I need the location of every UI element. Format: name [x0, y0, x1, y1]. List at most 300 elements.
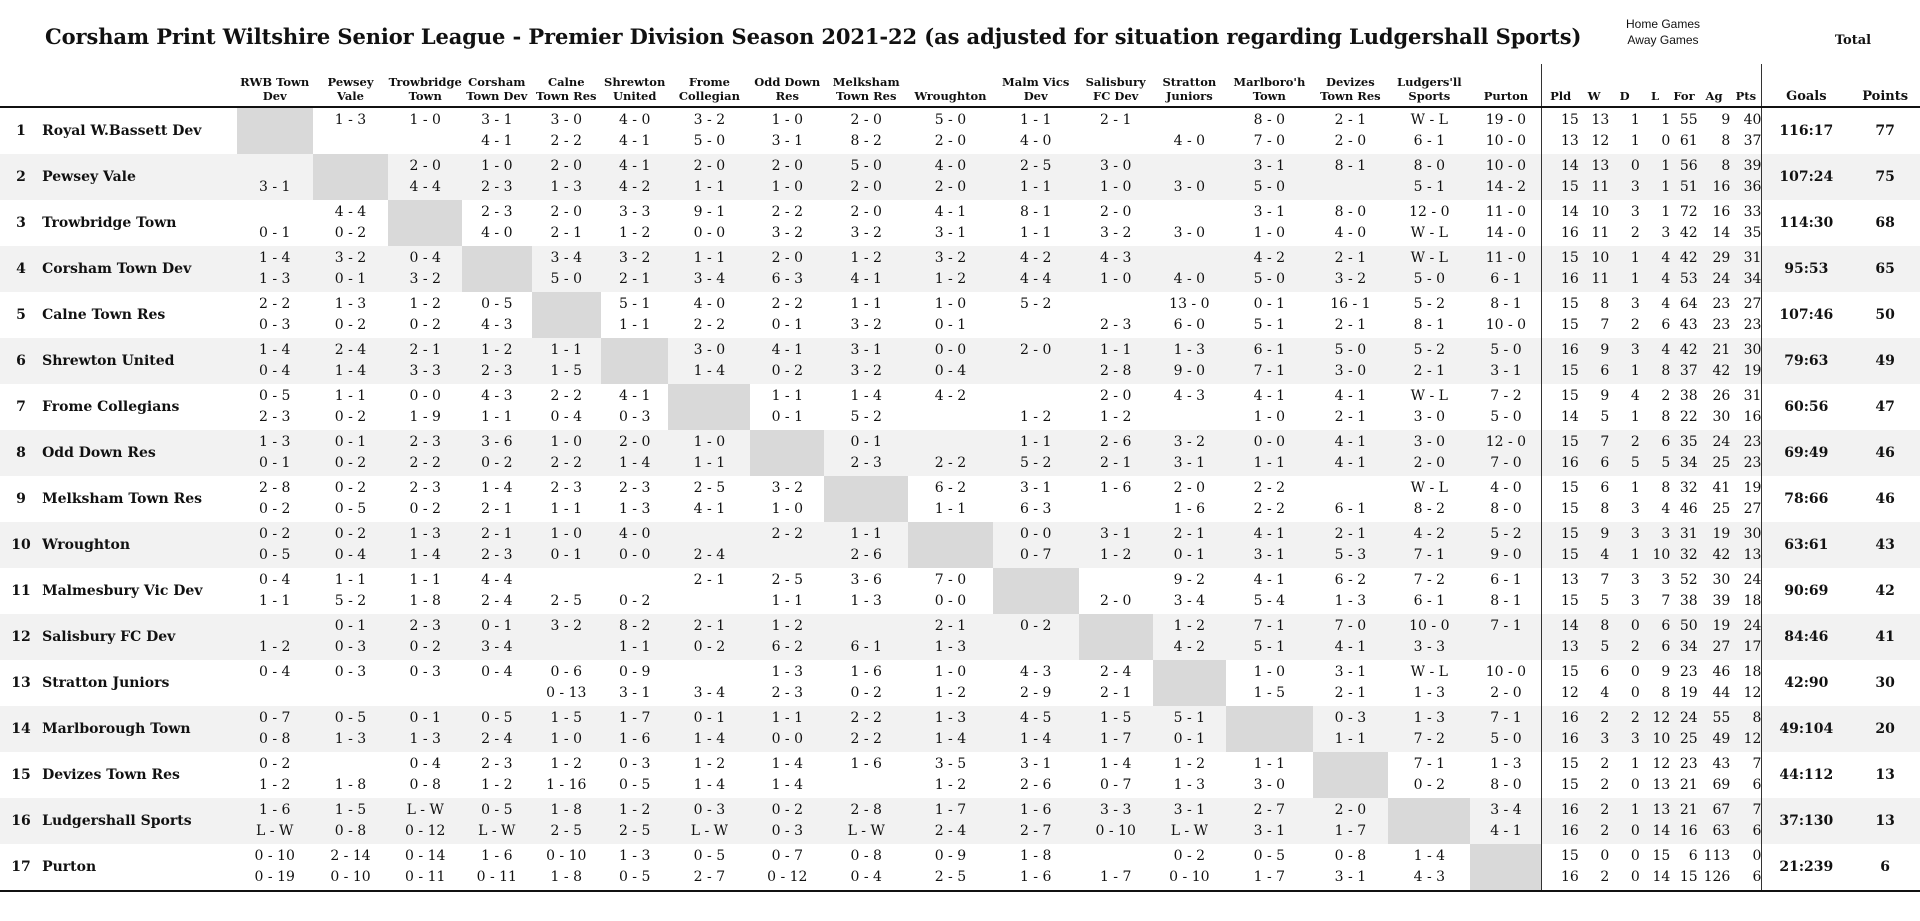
result-cell [1388, 568, 1470, 614]
result-cell [1079, 752, 1153, 798]
away-result: 1 - 1 [550, 501, 582, 517]
column-header-line: Ludgers'll [1397, 75, 1462, 89]
away-result: 2 - 5 [618, 823, 651, 839]
stat-cell [1579, 200, 1610, 246]
stat-header: For [1670, 64, 1697, 107]
away-stat: 12 [1743, 685, 1762, 701]
result-cell [1388, 706, 1470, 752]
result-cell [993, 706, 1079, 752]
result-cell [1153, 568, 1227, 614]
result-cell [1153, 200, 1227, 246]
away-result: 0 - 1 [258, 225, 291, 241]
home-stat: 9 [1661, 664, 1671, 680]
result-cell [532, 568, 601, 614]
home-result: 1 - 7 [934, 802, 967, 818]
away-result: 2 - 1 [1413, 363, 1446, 379]
home-result: 4 - 1 [1334, 388, 1367, 404]
result-cell [993, 752, 1079, 798]
home-stat: 38 [1679, 388, 1698, 404]
away-stat: 37 [1679, 363, 1698, 379]
home-result: 2 - 0 [550, 158, 582, 174]
away-result: 3 - 1 [1253, 547, 1286, 563]
result-cell [237, 154, 313, 200]
away-result: 1 - 8 [334, 777, 367, 793]
home-result: 2 - 3 [481, 756, 513, 772]
home-result: 7 - 1 [1413, 756, 1446, 772]
stat-cell [1609, 522, 1640, 568]
away-result: 1 - 1 [771, 593, 804, 609]
away-result: 3 - 4 [1173, 593, 1206, 609]
home-result: 0 - 2 [771, 802, 804, 818]
result-cell [1226, 107, 1312, 154]
result-cell [313, 338, 389, 384]
away-stat: 126 [1703, 869, 1731, 885]
result-cell [313, 292, 389, 338]
stat-cell [1698, 384, 1731, 430]
home-result [824, 616, 908, 637]
team-name: Malmesbury Vic Dev [42, 568, 237, 614]
result-cell [824, 706, 908, 752]
home-stat: 113 [1703, 848, 1731, 864]
result-cell [668, 338, 750, 384]
result-cell [462, 292, 531, 338]
home-result: 0 - 3 [618, 756, 651, 772]
result-cell [750, 752, 824, 798]
total-points: 13 [1850, 752, 1920, 798]
away-result: 8 - 1 [1490, 593, 1522, 609]
home-result: 1 - 1 [550, 342, 582, 358]
table-row [0, 246, 1920, 292]
away-result: 2 - 3 [481, 547, 513, 563]
column-header [237, 64, 313, 107]
total-points: 20 [1850, 706, 1920, 752]
total-points: 75 [1850, 154, 1920, 200]
result-cell [824, 384, 908, 430]
away-result [532, 637, 601, 658]
away-stat: 8 [1661, 685, 1671, 701]
away-stat: 6 [1752, 823, 1762, 839]
away-stat: 24 [1712, 271, 1731, 287]
self-match-cell [908, 522, 992, 568]
home-result: 0 - 5 [334, 710, 367, 726]
away-result: 8 - 0 [1490, 777, 1522, 793]
stat-header: W [1579, 64, 1610, 107]
home-stat: 14 [1560, 158, 1579, 174]
table-row [0, 430, 1920, 476]
home-result: 4 - 3 [1019, 664, 1052, 680]
result-cell [237, 614, 313, 660]
total-points: 42 [1850, 568, 1920, 614]
result-cell [388, 614, 462, 660]
league-table [0, 64, 1920, 892]
home-result: 9 - 1 [693, 204, 726, 220]
result-cell [313, 476, 389, 522]
home-result: 1 - 4 [481, 480, 513, 496]
home-stat: 14 [1560, 618, 1579, 634]
away-result: 4 - 0 [481, 225, 513, 241]
away-result: 2 - 4 [481, 731, 513, 747]
position-cell: 10 [0, 522, 42, 568]
home-stat: 33 [1743, 204, 1762, 220]
column-header-line: Town Dev [466, 88, 528, 103]
home-result: 1 - 6 [1099, 480, 1132, 496]
home-result: 4 - 2 [1019, 250, 1052, 266]
result-cell [993, 614, 1079, 660]
result-cell [462, 844, 531, 891]
away-result: 2 - 1 [481, 501, 513, 517]
stat-cell [1579, 752, 1610, 798]
away-result: 9 - 0 [1173, 363, 1206, 379]
stat-cell [1670, 706, 1697, 752]
result-cell [908, 752, 992, 798]
away-result: 5 - 1 [1253, 317, 1286, 333]
away-result: 1 - 4 [1019, 731, 1052, 747]
home-result: 11 - 0 [1485, 204, 1527, 220]
home-stat: 16 [1560, 802, 1579, 818]
home-result: 0 - 0 [934, 342, 967, 358]
home-result [237, 202, 313, 223]
away-result: 4 - 1 [481, 133, 513, 149]
home-result: 2 - 1 [1334, 250, 1367, 266]
away-result: 1 - 5 [1253, 685, 1286, 701]
home-result: 4 - 0 [618, 526, 651, 542]
home-stat: 32 [1679, 480, 1698, 496]
away-result: 5 - 2 [1019, 455, 1052, 471]
total-points: 50 [1850, 292, 1920, 338]
table-row [0, 614, 1920, 660]
home-stat: 15 [1560, 250, 1579, 266]
away-result: 3 - 3 [1413, 639, 1446, 655]
home-result: 19 - 0 [1485, 112, 1527, 128]
result-cell [1153, 752, 1227, 798]
home-stat: 29 [1712, 250, 1731, 266]
away-result: 0 - 10 [1169, 869, 1210, 885]
home-result: 1 - 5 [1099, 710, 1132, 726]
home-result: 2 - 5 [771, 572, 804, 588]
away-stat: 39 [1712, 593, 1731, 609]
stat-header: Pld [1542, 64, 1579, 107]
stat-cell [1542, 798, 1579, 844]
home-stat: 30 [1743, 342, 1762, 358]
away-stat: 43 [1679, 317, 1698, 333]
home-stat: 2 [1600, 802, 1610, 818]
away-result: 1 - 8 [409, 593, 441, 609]
home-result: 13 - 0 [1169, 296, 1210, 312]
result-cell [1313, 384, 1389, 430]
home-result: 4 - 1 [1253, 572, 1286, 588]
away-stat: 27 [1743, 501, 1762, 517]
away-stat: 42 [1712, 363, 1731, 379]
team-name: Frome Collegians [42, 384, 237, 430]
home-stat: 3 [1630, 342, 1640, 358]
result-cell [601, 476, 668, 522]
column-header-line: Vale [336, 88, 364, 103]
column-header [824, 64, 908, 107]
home-result: 1 - 8 [1019, 848, 1052, 864]
result-cell [1153, 384, 1227, 430]
home-result: 3 - 1 [1099, 526, 1132, 542]
away-result: 14 - 0 [1485, 225, 1527, 241]
result-cell [601, 292, 668, 338]
away-result: 1 - 7 [1099, 731, 1132, 747]
away-stat: 34 [1743, 271, 1762, 287]
home-stat: 23 [1712, 296, 1731, 312]
result-cell [824, 614, 908, 660]
result-cell [1470, 706, 1542, 752]
result-cell [993, 430, 1079, 476]
away-result: 3 - 0 [1173, 225, 1206, 241]
away-result: 3 - 1 [1173, 455, 1206, 471]
total-points: 47 [1850, 384, 1920, 430]
result-cell [462, 200, 531, 246]
stat-cell [1730, 522, 1762, 568]
home-stat: 15 [1560, 296, 1579, 312]
away-result: 2 - 4 [481, 593, 513, 609]
home-result: 0 - 1 [850, 434, 882, 450]
away-stat: 15 [1560, 593, 1579, 609]
home-result: 1 - 1 [409, 572, 441, 588]
result-cell [1226, 384, 1312, 430]
home-result: 4 - 2 [1413, 526, 1446, 542]
column-header-line: Corsham [468, 75, 526, 89]
result-cell [1079, 660, 1153, 706]
stat-cell [1670, 660, 1697, 706]
result-cell [1470, 292, 1542, 338]
result-cell [908, 246, 992, 292]
away-result: 6 - 0 [1173, 317, 1206, 333]
stat-cell [1730, 844, 1762, 891]
result-cell [993, 246, 1079, 292]
stat-cell [1609, 614, 1640, 660]
away-stat: 51 [1679, 179, 1698, 195]
position-cell: 1 [0, 107, 42, 154]
home-result: 8 - 2 [618, 618, 651, 634]
stat-cell [1640, 614, 1671, 660]
column-header [1226, 64, 1312, 107]
home-stat: 13 [1591, 112, 1610, 128]
home-result: 2 - 1 [1099, 112, 1132, 128]
away-result: 0 - 5 [334, 501, 367, 517]
result-cell [237, 844, 313, 891]
stat-cell [1698, 660, 1731, 706]
home-stat: 9 [1600, 342, 1610, 358]
result-cell [237, 522, 313, 568]
result-cell [532, 246, 601, 292]
total-goals: 49:104 [1762, 706, 1850, 752]
table-row [0, 292, 1920, 338]
home-result: 1 - 2 [481, 342, 513, 358]
stat-cell [1609, 384, 1640, 430]
result-cell [462, 430, 531, 476]
home-result: 16 - 1 [1330, 296, 1371, 312]
stat-cell [1609, 568, 1640, 614]
result-cell [750, 154, 824, 200]
position-cell: 3 [0, 200, 42, 246]
away-result: 1 - 3 [550, 179, 582, 195]
away-result: 5 - 0 [1253, 271, 1286, 287]
away-result: 3 - 0 [1334, 363, 1367, 379]
result-cell [1153, 430, 1227, 476]
home-stat: 50 [1679, 618, 1698, 634]
away-stat: 14 [1652, 869, 1671, 885]
away-result: 4 - 1 [618, 133, 651, 149]
stat-cell [1579, 292, 1610, 338]
home-result: 7 - 2 [1413, 572, 1446, 588]
stat-cell [1609, 752, 1640, 798]
result-cell [313, 107, 389, 154]
home-result: 3 - 1 [1019, 480, 1052, 496]
away-result: 0 - 2 [334, 409, 367, 425]
away-result: 0 - 8 [334, 823, 367, 839]
result-cell [237, 568, 313, 614]
result-cell [1079, 798, 1153, 844]
home-result: 5 - 1 [1173, 710, 1206, 726]
away-result: 2 - 8 [1099, 363, 1132, 379]
result-cell [668, 568, 750, 614]
home-result: 3 - 0 [550, 112, 582, 128]
stat-cell [1542, 522, 1579, 568]
result-cell [1313, 292, 1389, 338]
result-cell [824, 154, 908, 200]
home-result: 5 - 2 [1490, 526, 1522, 542]
away-result: 0 - 1 [258, 455, 291, 471]
home-stat: 43 [1712, 756, 1731, 772]
home-result: 0 - 4 [258, 664, 291, 680]
home-stat: 15 [1560, 112, 1579, 128]
away-stat: 11 [1591, 271, 1610, 287]
home-result: 0 - 1 [1253, 296, 1286, 312]
away-result: 5 - 1 [1253, 639, 1286, 655]
away-stat: 6 [1752, 777, 1762, 793]
away-result: 4 - 2 [1173, 639, 1206, 655]
home-result: 0 - 3 [1334, 710, 1367, 726]
away-stat: 2 [1630, 639, 1640, 655]
away-result: 5 - 0 [1413, 271, 1446, 287]
home-stat: 13 [1560, 572, 1579, 588]
home-result: 1 - 1 [1253, 756, 1286, 772]
result-cell [908, 706, 992, 752]
home-result: 0 - 1 [409, 710, 441, 726]
stat-cell [1640, 568, 1671, 614]
home-stat: 0 [1600, 848, 1610, 864]
away-stat: 1 [1630, 409, 1640, 425]
home-result: 0 - 4 [481, 664, 513, 680]
away-stat: 16 [1560, 225, 1579, 241]
home-result: 0 - 3 [409, 664, 441, 680]
team-name: Ludgershall Sports [42, 798, 237, 844]
team-name: Royal W.Bassett Dev [42, 107, 237, 154]
home-result: 3 - 2 [934, 250, 967, 266]
home-result: 1 - 6 [850, 664, 882, 680]
away-result: 1 - 1 [1334, 731, 1367, 747]
away-result: 1 - 1 [693, 455, 726, 471]
away-result: 0 - 2 [334, 225, 367, 241]
home-result: 8 - 1 [1490, 296, 1522, 312]
away-result: 1 - 1 [618, 317, 651, 333]
away-stat: 5 [1600, 593, 1610, 609]
home-result: 3 - 4 [550, 250, 582, 266]
home-stat: 14 [1560, 204, 1579, 220]
self-match-cell [1388, 798, 1470, 844]
home-stat: 35 [1679, 434, 1698, 450]
away-result: 4 - 2 [618, 179, 651, 195]
result-cell [1226, 522, 1312, 568]
stat-cell [1670, 752, 1697, 798]
result-cell [388, 660, 462, 706]
home-result: 1 - 3 [1413, 710, 1446, 726]
result-cell [750, 476, 824, 522]
result-cell [462, 706, 531, 752]
away-stat: 15 [1679, 869, 1698, 885]
home-stat: 1 [1630, 480, 1640, 496]
home-result: 6 - 2 [934, 480, 967, 496]
home-result: 2 - 0 [850, 112, 882, 128]
stat-cell [1670, 476, 1697, 522]
away-stat: 17 [1743, 639, 1762, 655]
home-result: 4 - 3 [1173, 388, 1206, 404]
column-header [1153, 64, 1227, 107]
away-result: 4 - 0 [1019, 133, 1052, 149]
away-stat: 42 [1679, 225, 1698, 241]
home-result: 5 - 2 [1019, 296, 1052, 312]
result-cell [1079, 107, 1153, 154]
away-result: 1 - 2 [258, 639, 291, 655]
away-result: 4 - 0 [1173, 271, 1206, 287]
total-goals: 107:46 [1762, 292, 1850, 338]
total-goals: 107:24 [1762, 154, 1850, 200]
home-result: 3 - 1 [1019, 756, 1052, 772]
result-cell [750, 200, 824, 246]
away-result: 0 - 2 [771, 363, 804, 379]
home-result [1079, 294, 1153, 315]
result-cell [313, 660, 389, 706]
home-stat: 40 [1743, 112, 1762, 128]
column-header-line: Sports [1408, 88, 1451, 103]
result-cell [1470, 798, 1542, 844]
away-stat: 0 [1630, 777, 1640, 793]
away-result: 7 - 0 [1253, 133, 1286, 149]
away-result [824, 775, 908, 796]
home-result: 0 - 1 [693, 710, 726, 726]
column-header-line: Res [775, 88, 799, 103]
home-stat: 15 [1560, 664, 1579, 680]
away-result: 0 - 1 [1173, 731, 1206, 747]
away-result: 2 - 0 [934, 133, 967, 149]
away-result: 5 - 0 [693, 133, 726, 149]
away-stat: 16 [1560, 823, 1579, 839]
away-stat: 14 [1712, 225, 1731, 241]
away-stat: 3 [1630, 731, 1640, 747]
stat-cell [1730, 660, 1762, 706]
home-stat: 0 [1630, 664, 1640, 680]
result-cell [313, 246, 389, 292]
self-match-cell [993, 568, 1079, 614]
away-result: 1 - 0 [1099, 271, 1132, 287]
result-cell [601, 200, 668, 246]
away-result [313, 131, 389, 152]
away-result: 0 - 1 [934, 317, 967, 333]
result-cell [601, 752, 668, 798]
stat-cell [1640, 292, 1671, 338]
away-stat: 4 [1661, 271, 1671, 287]
home-stat: 67 [1712, 802, 1731, 818]
stat-cell [1730, 107, 1762, 154]
result-cell [908, 154, 992, 200]
home-stat: 23 [1679, 756, 1698, 772]
result-cell [1079, 568, 1153, 614]
result-cell [824, 200, 908, 246]
home-stat: 3 [1661, 526, 1671, 542]
